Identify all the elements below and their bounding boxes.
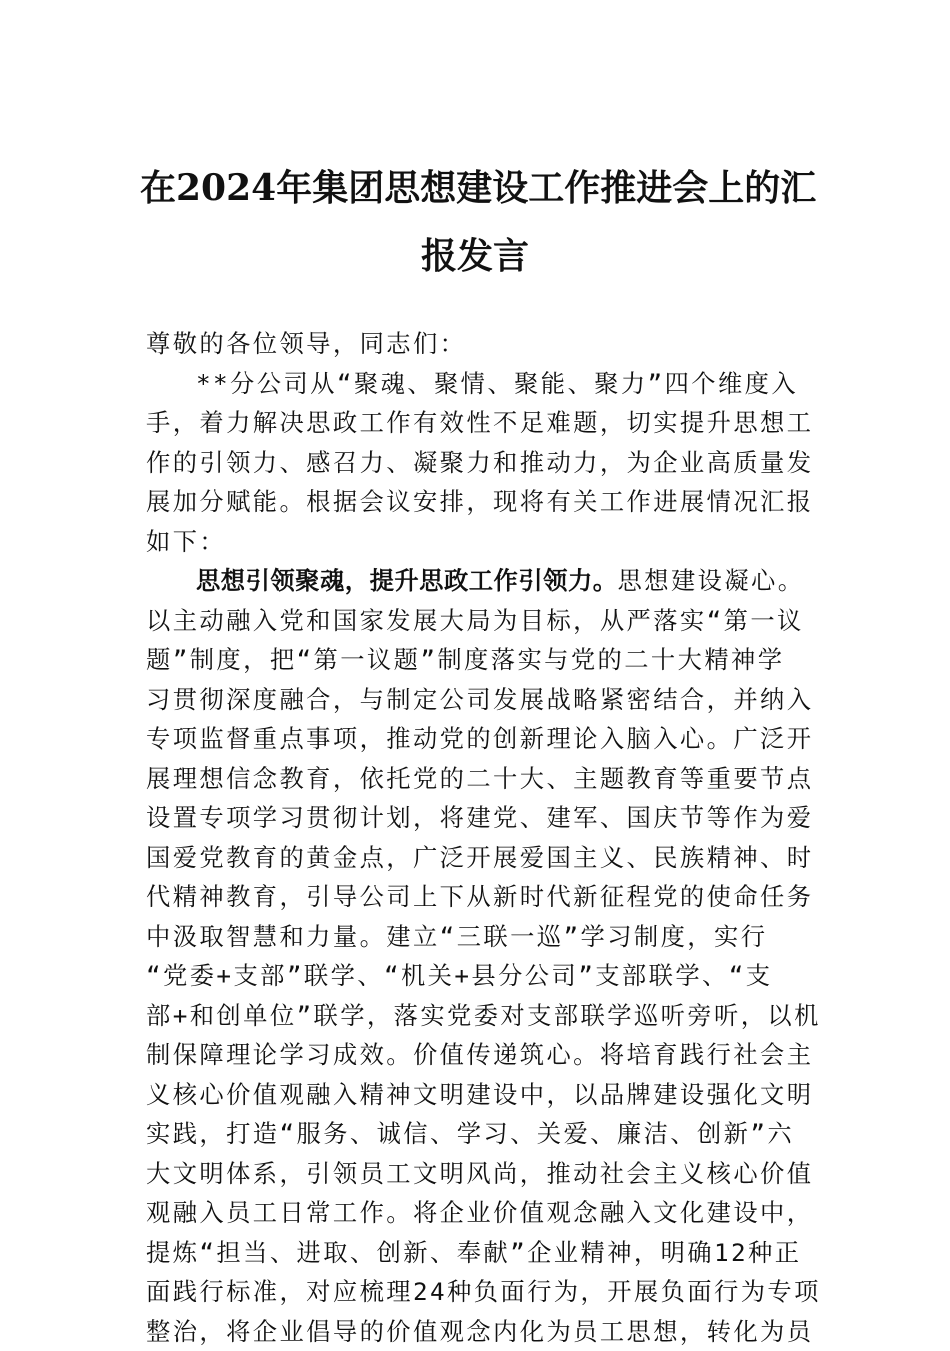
section1-line: 部+和创单位”联学，落实党委对支部联学巡听旁听，以机 [146, 996, 806, 1036]
section1-line: 代精神教育，引导公司上下从新时代新征程党的使命任务 [146, 877, 806, 917]
section1-line: 设置专项学习贯彻计划，将建党、建军、国庆节等作为爱 [146, 798, 806, 838]
section1-line: 习贯彻深度融合，与制定公司发展战略紧密结合，并纳入 [146, 680, 806, 720]
section1-line: 大文明体系，引领员工文明风尚，推动社会主义核心价值 [146, 1154, 806, 1194]
section1-line: 中汲取智慧和力量。建立“三联一巡”学习制度，实行 [146, 917, 806, 957]
intro-line: 手，着力解决思政工作有效性不足难题，切实提升思想工 [146, 403, 806, 443]
section1-line: 题”制度，把“第一议题”制度落实与党的二十大精神学 [146, 640, 806, 680]
intro-line: 作的引领力、感召力、凝聚力和推动力，为企业高质量发 [146, 443, 806, 483]
section1-line: 观融入员工日常工作。将企业价值观念融入文化建设中， [146, 1193, 806, 1233]
section1-line: 面践行标准，对应梳理24种负面行为，开展负面行为专项 [146, 1272, 806, 1312]
intro-line: **分公司从“聚魂、聚情、聚能、聚力”四个维度入 [146, 364, 806, 404]
intro-line: 展加分赋能。根据会议安排，现将有关工作进展情况汇报 [146, 482, 806, 522]
section1-line: 专项监督重点事项，推动党的创新理论入脑入心。广泛开 [146, 719, 806, 759]
section1-heading: 思想引领聚魂，提升思政工作引领力。 [196, 566, 618, 595]
section1-line: 国爱党教育的黄金点，广泛开展爱国主义、民族精神、时 [146, 838, 806, 878]
section1-line: “党委+支部”联学、“机关+县分公司”支部联学、“支 [146, 956, 806, 996]
section1-line: 制保障理论学习成效。价值传递筑心。将培育践行社会主 [146, 1035, 806, 1075]
section1-first-rest: 思想建设凝心。 [618, 566, 805, 595]
intro-line: 如下： [146, 522, 806, 562]
section1-line: 以主动融入党和国家发展大局为目标，从严落实“第一议 [146, 601, 806, 641]
greeting: 尊敬的各位领导，同志们： [146, 324, 806, 364]
document-title-line-1: 在2024年集团思想建设工作推进会上的汇 [140, 160, 810, 211]
document-title-line-2: 报发言 [140, 228, 810, 279]
section1-line: 实践，打造“服务、诚信、学习、关爱、廉洁、创新”六 [146, 1114, 806, 1154]
document-body [146, 324, 806, 1351]
section1-line: 展理想信念教育，依托党的二十大、主题教育等重要节点 [146, 759, 806, 799]
section1-line: 义核心价值观融入精神文明建设中，以品牌建设强化文明 [146, 1075, 806, 1115]
section1-first-line [146, 561, 806, 601]
section1-line: 提炼“担当、进取、创新、奉献”企业精神，明确12种正 [146, 1233, 806, 1273]
section1-line: 整治，将企业倡导的价值观念内化为员工思想，转化为员 [146, 1312, 806, 1351]
